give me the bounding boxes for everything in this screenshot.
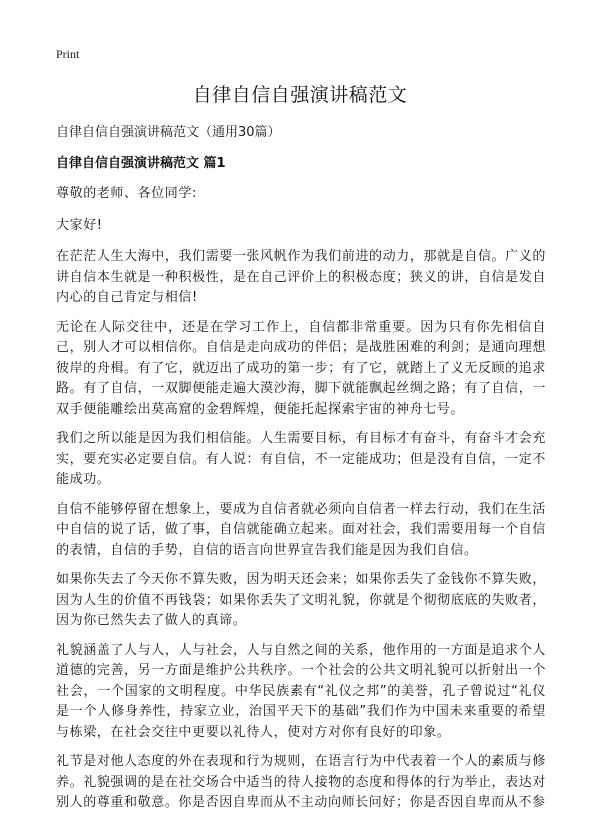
section-heading: 自律自信自强演讲稿范文 篇1 xyxy=(56,156,226,171)
paragraph: 礼节是对他人态度的外在表现和行为规则，在语言行为中代表着一个人的素质与修养。礼貌强调的是在社交场合中适当的待人接物的态度和得体的行为举止，表达对别人的尊重和敬意。你是否因自卑而从不主动向师长问好；你是否因自卑而从不参 xyxy=(56,754,546,810)
document-body xyxy=(56,184,546,823)
document-subtitle: 自律自信自强演讲稿范文（通用30篇） xyxy=(56,125,281,140)
paragraph-greeting: 大家好! xyxy=(56,217,103,233)
paragraph: 在茫茫人生大海中，我们需要一张风帆作为我们前进的动力，那就是自信。广义的讲自信本生就是一种积极性，是在自己评价上的积极态度；狭义的讲，自信是发自内心的自己肯定与相信! xyxy=(56,249,546,305)
paragraph: 如果你失去了今天你不算失败，因为明天还会来；如果你丢失了金钱你不算失败，因为人生的价值不再钱袋；如果你丢失了文明礼貌，你就是个彻彻底底的失败者，因为你已然失去了做人的真谛。 xyxy=(56,572,546,628)
paragraph-salutation: 尊敬的老师、各位同学: xyxy=(56,186,197,201)
paragraph: 礼貌涵盖了人与人，人与社会，人与自然之间的关系，他作用的一方面是追求个人道德的完善，另一方面是维护公共秩序。一个社会的公共文明礼貌可以折射出一个社会，一个国家的文明程度。中华民族素有“礼仪之邦”的美誉，孔子曾说过“礼仪是一个人修身养性，持家立业，治国平天下的基础”我们作为中国未来重要的希望与栋梁，在社会交往中更要以礼待人，使对方对你有良好的印象。 xyxy=(56,642,546,740)
paragraph: 我们之所以能是因为我们相信能。人生需要目标，有目标才有奋斗，有奋斗才会充实，要充实必定要自信。有人说：有自信，不一定能成功；但是没有自信，一定不能成功。 xyxy=(56,431,546,487)
paragraph: 无论在人际交往中，还是在学习工作上，自信都非常重要。因为只有你先相信自己，别人才可以相信你。自信是走向成功的伴侣；是战胜困难的利剑；是通向理想彼岸的舟楫。有了它，就迈出了成功的第一步；有了它，就踏上了义无反顾的追求路。有了自信，一双脚便能走遍大漠沙海，脚下就能飘起丝绸之路；有了自信，一双手便能雕绘出莫高窟的金碧辉煌，便能托起探索宇宙的神舟七号。 xyxy=(56,319,546,417)
paragraph: 自信不能够停留在想象上，要成为自信者就必须向自信者一样去行动，我们在生活中自信的说了话，做了事，自信就能确立起来。面对社会，我们需要用每一个自信的表情，自信的手势，自信的语言向世界宣告我们能是因为我们自信。 xyxy=(56,501,546,558)
page-title: 自律自信自强演讲稿范文 xyxy=(192,84,408,106)
print-link[interactable]: Print xyxy=(56,47,80,61)
